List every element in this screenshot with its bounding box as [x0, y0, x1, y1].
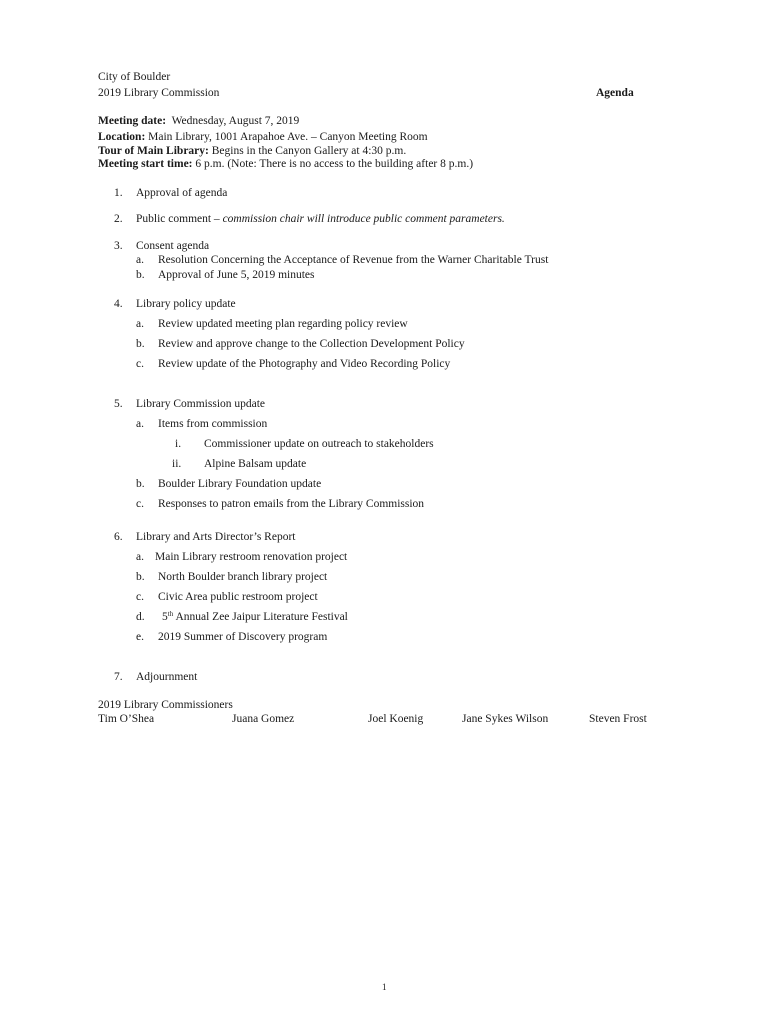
agenda-item-text: Approval of agenda [136, 187, 228, 199]
meeting-location-label: Location: [98, 131, 146, 143]
sub-item-letter: a. [136, 254, 144, 266]
agenda-item-number: 3. [114, 240, 123, 252]
sub-item-text: Approval of June 5, 2019 minutes [158, 269, 315, 281]
meeting-start-label: Meeting start time: [98, 158, 193, 170]
sub-item-text: Responses to patron emails from the Library Commission [158, 498, 425, 510]
sub-item-text: Main Library restroom renovation project [155, 551, 348, 563]
doc-type-title: Agenda [596, 87, 634, 99]
sub-item-text: Review and approve change to the Collection Development Policy [158, 338, 465, 350]
commissioner-name: Tim O’Shea [98, 713, 155, 725]
agenda-item-number: 4. [114, 298, 123, 310]
roman-item-number: ii. [172, 458, 182, 470]
meeting-date-label: Meeting date: [98, 115, 167, 127]
sub-item-letter: b. [136, 338, 145, 350]
sub-item-letter: d. [136, 611, 145, 623]
agenda-item-number: 1. [114, 187, 123, 199]
roman-item-number: i. [175, 438, 182, 450]
meeting-location [98, 130, 428, 144]
sub-item-letter: c. [136, 498, 144, 510]
commission-name: 2019 Library Commission [98, 87, 220, 99]
agenda-item-number: 2. [114, 213, 123, 225]
sub-item-text-rest: Annual Zee Jaipur Literature Festival [173, 611, 348, 623]
agenda-item-text: Library and Arts Director’s Report [136, 531, 296, 543]
agenda-item-text: Consent agenda [136, 240, 210, 252]
page-number: 1 [382, 982, 387, 992]
meeting-tour-label: Tour of Main Library: [98, 145, 209, 157]
sub-item-letter: b. [136, 478, 145, 490]
ordinal-number: 5 [162, 611, 168, 623]
commissioner-name: Steven Frost [589, 713, 647, 725]
sub-item-text: 2019 Summer of Discovery program [158, 631, 328, 643]
meeting-location-value: Main Library, 1001 Arapahoe Ave. – Canyon Meeting Room [148, 131, 428, 143]
agenda-item-text: Library policy update [136, 298, 236, 310]
meeting-start-value: 6 p.m. (Note: There is no access to the building after 8 p.m.) [195, 158, 474, 170]
sub-item-text [162, 610, 348, 624]
agenda-item-text: Adjournment [136, 671, 198, 683]
agenda-item-text-italic: commission chair will introduce public comment parameters. [222, 213, 505, 225]
meeting-start-time [98, 157, 473, 171]
sub-item-letter: e. [136, 631, 144, 643]
sub-item-letter: a. [136, 418, 144, 430]
commissioners-title: 2019 Library Commissioners [98, 699, 233, 711]
agenda-item-number: 5. [114, 398, 123, 410]
meeting-tour [98, 144, 406, 158]
sub-item-text: Resolution Concerning the Acceptance of Revenue from the Warner Charitable Trust [158, 254, 549, 266]
meeting-date [98, 114, 299, 128]
sub-item-letter: c. [136, 358, 144, 370]
commissioner-name: Jane Sykes Wilson [462, 713, 549, 725]
agenda-item-text: Library Commission update [136, 398, 266, 410]
agenda-item-text-main: Public comment – [136, 213, 223, 225]
ordinal-suffix: th [167, 610, 174, 618]
agenda-item-number: 7. [114, 671, 123, 683]
sub-item-letter: b. [136, 269, 145, 281]
org-name: City of Boulder [98, 71, 171, 83]
sub-item-letter: a. [136, 551, 144, 563]
sub-item-text: Boulder Library Foundation update [158, 478, 322, 490]
meeting-date-value: Wednesday, August 7, 2019 [171, 115, 300, 127]
sub-item-text: Review update of the Photography and Video Recording Policy [158, 358, 451, 370]
roman-item-text: Alpine Balsam update [204, 458, 307, 470]
sub-item-letter: a. [136, 318, 144, 330]
sub-item-text: Review updated meeting plan regarding policy review [158, 318, 408, 330]
sub-item-text: Items from commission [158, 418, 268, 430]
sub-item-text: North Boulder branch library project [158, 571, 328, 583]
meeting-tour-value: Begins in the Canyon Gallery at 4:30 p.m. [211, 145, 407, 157]
agenda-item-number: 6. [114, 531, 123, 543]
roman-item-text: Commissioner update on outreach to stakeholders [204, 438, 434, 450]
sub-item-text: Civic Area public restroom project [158, 591, 318, 603]
agenda-item-text [136, 212, 505, 226]
commissioner-name: Joel Koenig [368, 713, 424, 725]
commissioner-name: Juana Gomez [232, 713, 295, 725]
sub-item-letter: b. [136, 571, 145, 583]
sub-item-letter: c. [136, 591, 144, 603]
